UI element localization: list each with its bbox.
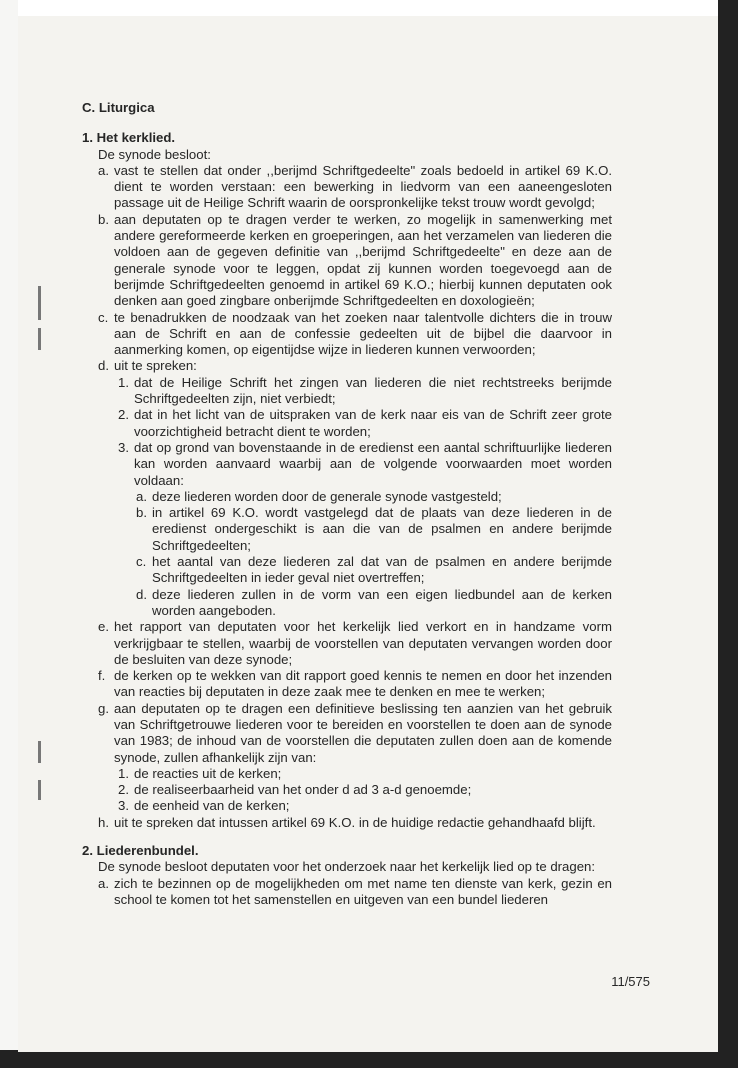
decision-list <box>98 163 612 375</box>
list-item <box>98 876 612 909</box>
item-text: aan deputaten op te dragen een definitieve beslissing ten aanzien van het gebruik van Schriftgetrouwe liederen voor te bereiden en voorstellen te doen aan de synode van 1983; de inhoud van de voorstellen die deputaten zullen doen aan de komende synode, zullen afhankelijk zijn van: <box>114 700 612 765</box>
item-text: deze liederen zullen in de vorm van een eigen liedbundel aan de kerken worden aangeboden. <box>152 586 612 618</box>
scan-mark <box>38 286 41 320</box>
list-item <box>98 358 612 374</box>
item-text: zich te bezinnen op de mogelijkheden om met name ten dienste van kerk, gezin en school te komen tot het samenstellen en uitgeven van een bundel liederen <box>114 875 612 907</box>
item-text: de kerken op te wekken van dit rapport goed kennis te nemen en door het inzenden van reacties bij deputaten in deze zaak mee te denken en mee te werken; <box>114 668 612 700</box>
scan-left-edge <box>0 0 18 1068</box>
page-number: 11/575 <box>611 974 650 989</box>
item-text: uit te spreken: <box>114 358 197 374</box>
item-label: e. <box>98 619 109 635</box>
decision-list <box>98 876 612 909</box>
subsection-heading-liederenbundel: 2. Liederenbundel. <box>82 843 199 859</box>
item-label: b. <box>98 211 109 227</box>
sublist-g <box>98 766 612 815</box>
item-text: in artikel 69 K.O. wordt vastgelegd dat de plaats van deze liederen in de eredienst ondergeschikt is aan die van de psalmen en andere berijmde Schriftgedeelten; <box>152 505 612 553</box>
item-label: c. <box>98 309 109 325</box>
item-label: g. <box>98 700 109 716</box>
item-label: d. <box>136 586 147 602</box>
item-label: a. <box>136 488 147 504</box>
intro-text: De synode besloot: <box>98 146 211 162</box>
item-text: het rapport van deputaten voor het kerkelijk lied verkort en in handzame vorm verkrijgbaar te stellen, waarbij de voorstellen van deputaten vervangen worden door de besluiten van deze synode; <box>114 619 612 667</box>
scan-right-edge <box>718 0 738 1068</box>
list-item <box>98 212 612 310</box>
section-title: C. Liturgica <box>82 100 155 115</box>
item-text: dat in het licht van de uitspraken van de kerk naar eis van de Schrift zeer grote voorzichtigheid betracht dient te worden; <box>134 407 612 439</box>
list-item <box>118 798 612 814</box>
item-text: deze liederen worden door de generale synode vastgesteld; <box>152 488 502 504</box>
list-item <box>136 489 612 505</box>
list-item <box>136 554 612 587</box>
item-label: a. <box>98 162 109 178</box>
decision-list-end <box>98 815 612 831</box>
list-item <box>98 701 612 766</box>
list-item <box>118 407 612 440</box>
item-label: 2. <box>118 782 129 798</box>
item-text: dat de Heilige Schrift het zingen van liederen die niet rechtstreeks berijmde Schriftgedeelten zijn, niet verbiedt; <box>134 374 612 407</box>
document-body <box>82 100 612 908</box>
subsection-kerklied <box>82 147 612 831</box>
item-text: aan deputaten op te dragen verder te werken, zo mogelijk in samenwerking met andere gereformeerde kerken en groeperingen, aan het verzamelen van liederen die voldoen aan de gegeven definitie van ,,berijmd Schriftgedeelte" en deze aan de generale synode voor te leggen, opdat zij kunnen worden toegevoegd aan de berijmde Schriftgedeelten genoemd in artikel 69 K.O.; hierbij kunnen deputaten ook denken aan goed zingbare onberijmde Schriftgedeelten en doxologieën; <box>114 211 612 309</box>
item-label: f. <box>98 668 106 684</box>
list-item <box>118 766 612 782</box>
subsection-liederenbundel <box>82 859 612 908</box>
item-text: dat op grond van bovenstaande in de eredienst een aantal schriftuurlijke liederen kan worden aanvaard waarbij aan de volgende voorwaarden moet worden voldaan: <box>134 439 612 488</box>
scan-mark <box>38 328 41 350</box>
list-item <box>118 782 612 798</box>
sublist-d <box>98 375 612 619</box>
item-text: de realiseerbaarheid van het onder d ad 3 a-d genoemde; <box>134 782 472 798</box>
item-text: vast te stellen dat onder ,,berijmd Schriftgedeelte" zoals bedoeld in artikel 69 K.O. dient te worden verstaan: een bewerking in liedvorm van een aaneengesloten passage uit de Heilige Schrift waarin de oorspronkelijke tekst trouw wordt gevolgd; <box>114 162 612 211</box>
list-item <box>136 505 612 554</box>
item-label: b. <box>136 505 147 521</box>
item-label: 1. <box>118 374 129 390</box>
item-label: 3. <box>118 798 129 814</box>
item-label: 2. <box>118 407 129 423</box>
item-text: het aantal van deze liederen zal dat van de psalmen en andere berijmde Schriftgedeelten in ieder geval niet overtreffen; <box>152 554 612 586</box>
item-label: 3. <box>118 439 129 455</box>
item-label: h. <box>98 814 109 830</box>
list-item <box>118 440 612 489</box>
item-label: 1. <box>118 765 129 781</box>
scan-mark <box>38 741 41 763</box>
item-text: de reacties uit de kerken; <box>134 765 282 781</box>
item-text: te benadrukken de noodzaak van het zoeken naar talentvolle dichters die in trouw aan de Schrift en aan de confessie gedeelten uit de bijbel die daarvoor in aanmerking komen, op eigentijdse wijze in liederen kunnen verwoorden; <box>114 309 612 358</box>
list-item <box>98 815 612 831</box>
sublist-d3 <box>118 489 612 619</box>
item-text: uit te spreken dat intussen artikel 69 K.O. in de huidige redactie gehandhaafd blijft. <box>114 814 596 830</box>
item-label: d. <box>98 358 109 374</box>
list-item <box>118 375 612 408</box>
scan-mark <box>38 780 41 800</box>
subsection-heading-kerklied: 1. Het kerklied. <box>82 130 176 146</box>
list-item <box>98 163 612 212</box>
item-text: de eenheid van de kerken; <box>134 798 290 814</box>
item-label: c. <box>136 554 147 570</box>
list-item <box>98 668 612 701</box>
list-item <box>98 310 612 359</box>
list-item <box>98 619 612 668</box>
item-label: a. <box>98 875 109 891</box>
scan-top-edge <box>0 0 738 16</box>
intro-text: De synode besloot deputaten voor het onderzoek naar het kerkelijk lied op te dragen: <box>98 859 596 875</box>
decision-list-continued <box>98 619 612 766</box>
scan-bottom-edge <box>0 1050 738 1068</box>
list-item <box>136 587 612 620</box>
